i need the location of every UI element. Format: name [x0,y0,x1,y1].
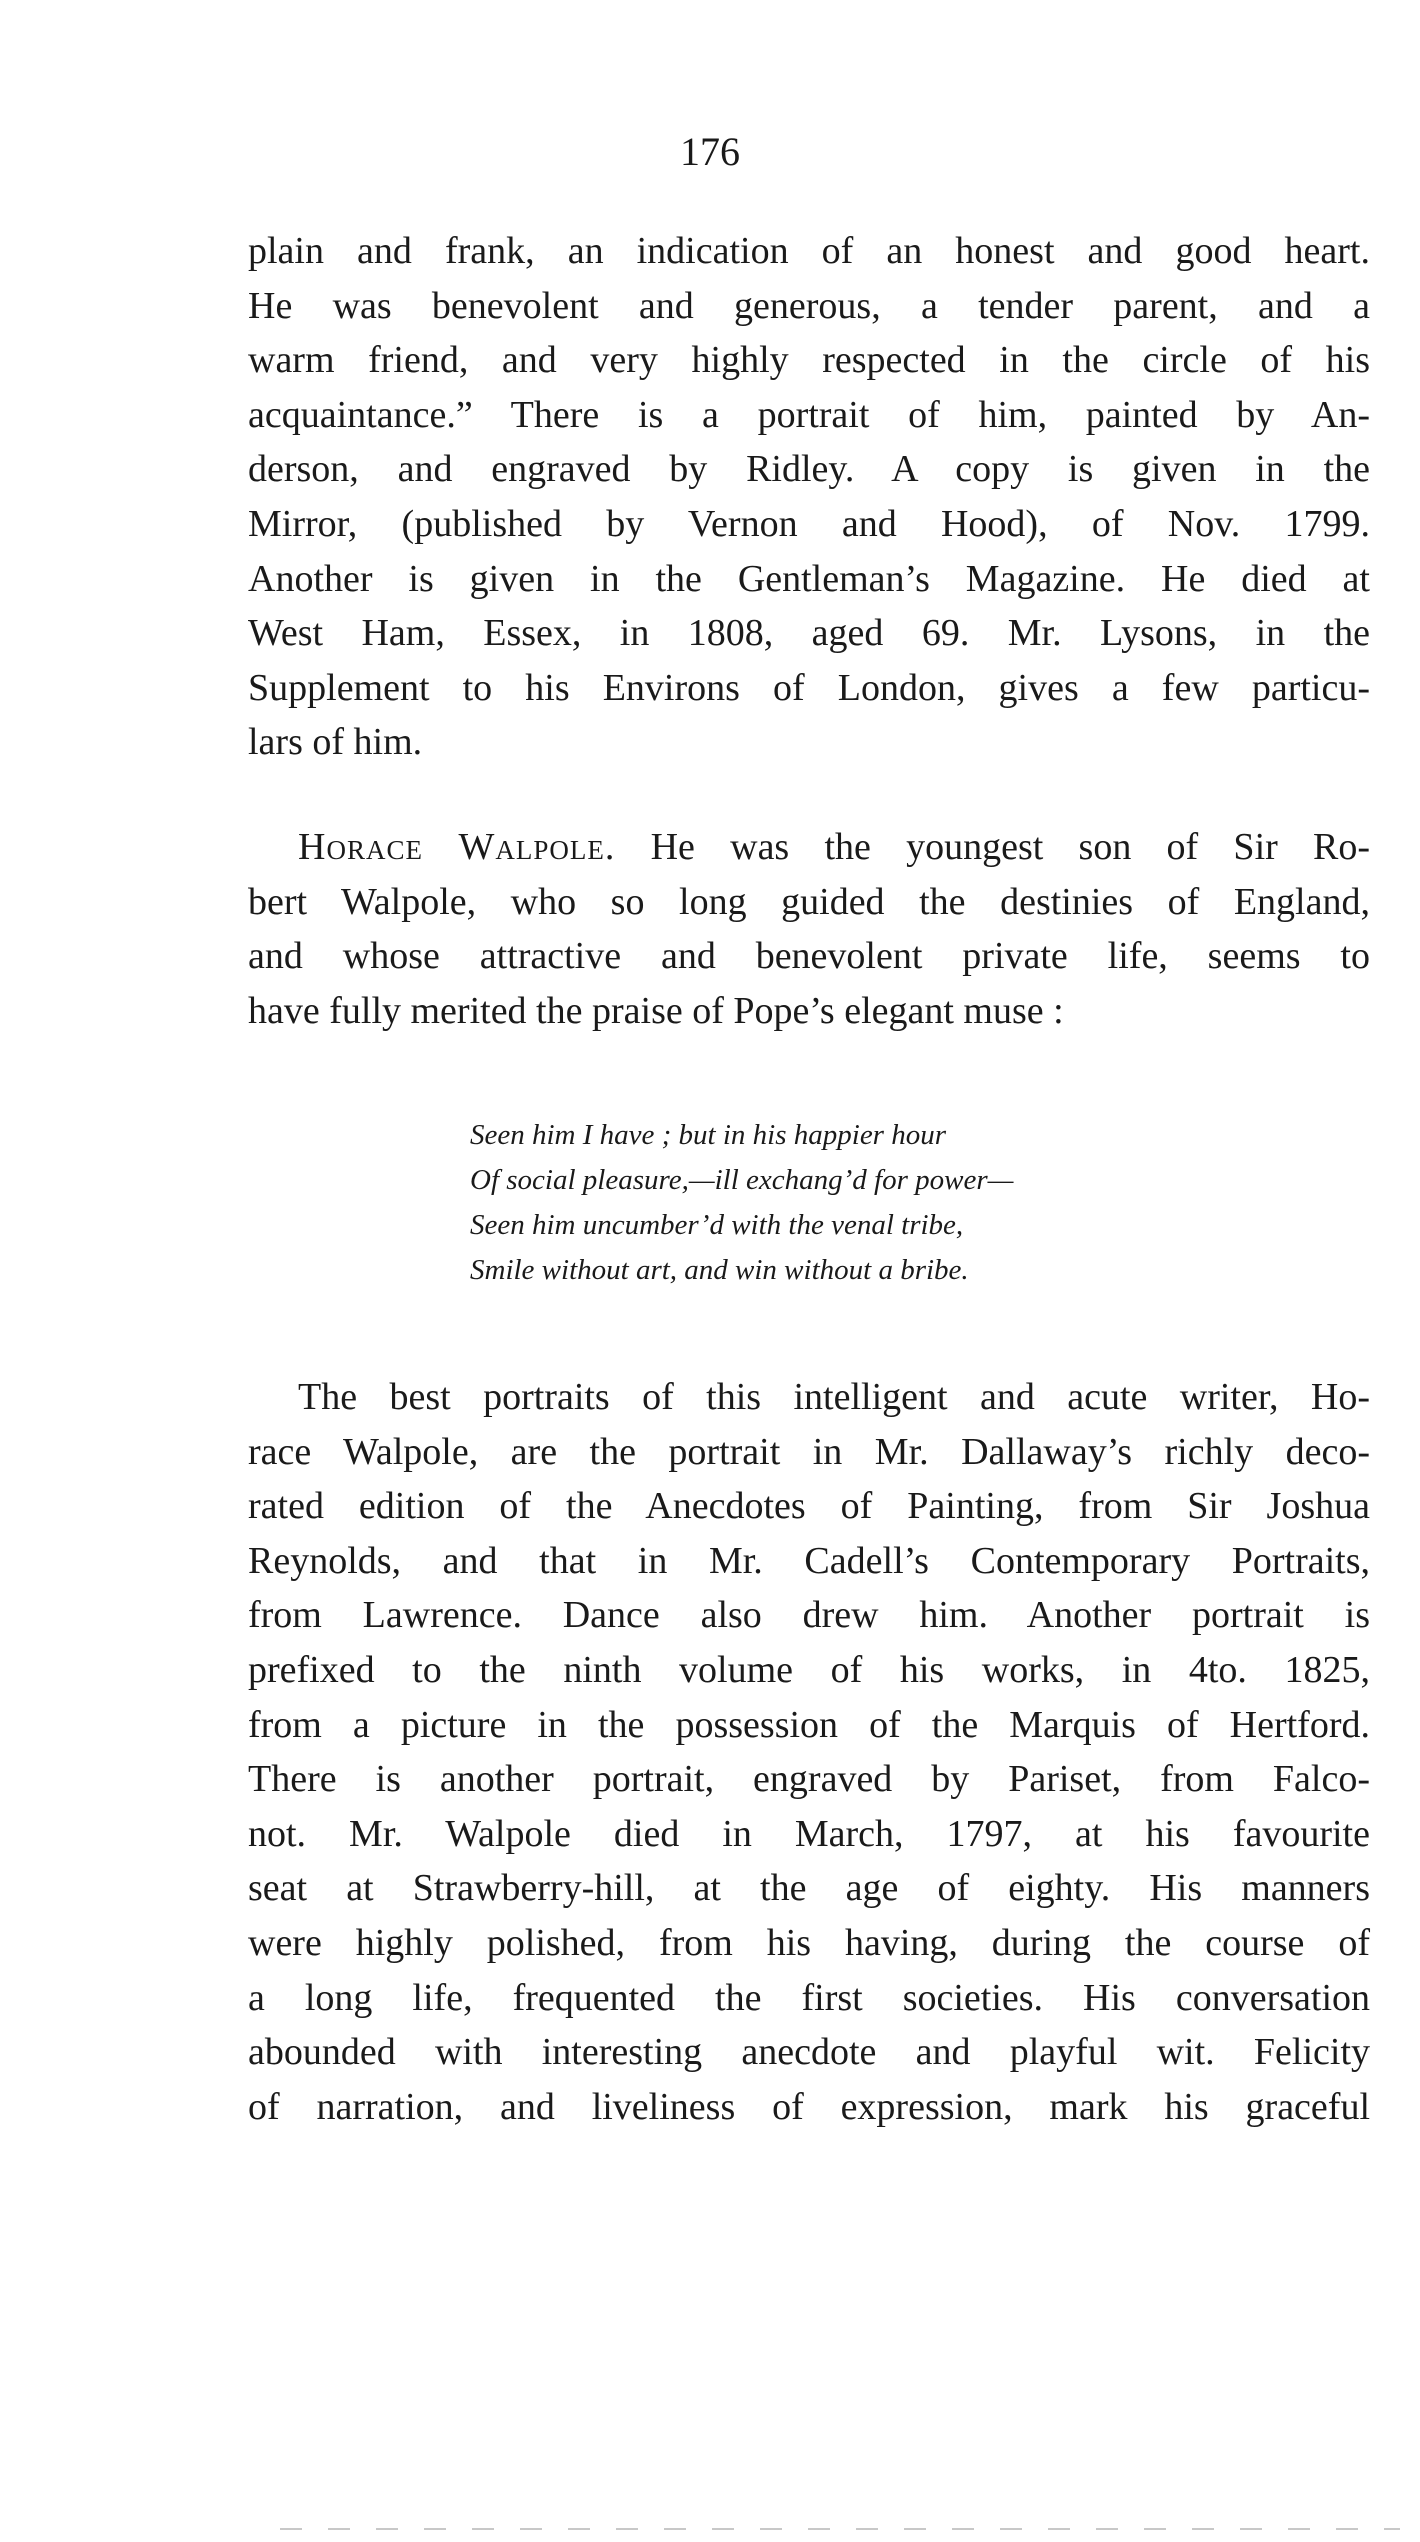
verse-line: Seen him uncumber’d with the venal tribe, [470,1209,964,1241]
text-line: Another is given in the Gentleman’s Magazine. He died at [248,557,1370,600]
text-line: of narration, and liveliness of expression, mark his graceful [248,2085,1370,2128]
text-line: lars of him. [248,721,423,764]
text-line: race Walpole, are the portrait in Mr. Dallaway’s richly deco- [248,1430,1370,1473]
paragraph-horace-walpole-intro [248,820,1370,1038]
text-line: a long life, frequented the first societies. His conversation [248,1976,1370,2019]
verse-line: Of social pleasure,—ill exchang’d for power— [470,1164,1014,1196]
text-line: bert Walpole, who so long guided the destinies of England, [248,880,1370,923]
verse-quotation [470,1113,1170,1293]
text-line: There is another portrait, engraved by Pariset, from Falco- [248,1758,1370,1801]
entry-heading: Horace Walpole. [298,826,616,868]
verse-line: Seen him I have ; but in his happier hour [470,1119,947,1151]
text-line: He was benevolent and generous, a tender parent, and a [248,284,1370,327]
verse-line: Smile without art, and win without a bribe. [470,1254,969,1286]
page-bottom-edge [280,2528,1400,2530]
text-line: and whose attractive and benevolent private life, seems to [248,935,1370,978]
text-line: not. Mr. Walpole died in March, 1797, at his favourite [248,1812,1370,1855]
entry-heading-continuation: He was the youngest son of Sir Ro- [650,826,1371,868]
paragraph-walpole-portraits [248,1370,1370,2134]
text-line: Mirror, (published by Vernon and Hood), of Nov. 1799. [248,502,1370,545]
text-line: plain and frank, an indication of an honest and good heart. [248,230,1370,272]
page-number: 176 [680,129,740,174]
text-line: rated edition of the Anecdotes of Painting, from Sir Joshua [248,1485,1370,1528]
text-line: acquaintance.” There is a portrait of him, painted by An- [248,393,1370,436]
text-line: from a picture in the possession of the Marquis of Hertford. [248,1703,1370,1746]
text-line: derson, and engraved by Ridley. A copy is given in the [248,448,1370,491]
text-line: warm friend, and very highly respected in the circle of his [248,339,1370,382]
text-line: from Lawrence. Dance also drew him. Another portrait is [248,1594,1370,1637]
text-line: West Ham, Essex, in 1808, aged 69. Mr. Lysons, in the [248,612,1370,655]
text-line: prefixed to the ninth volume of his works, in 4to. 1825, [248,1648,1370,1691]
text-line: abounded with interesting anecdote and playful wit. Felicity [248,2031,1370,2074]
text-line: were highly polished, from his having, during the course of [248,1921,1370,1964]
text-line: The best portraits of this intelligent and acute writer, Ho- [298,1376,1370,1418]
text-line: Reynolds, and that in Mr. Cadell’s Contemporary Portraits, [248,1539,1370,1582]
text-line: Supplement to his Environs of London, gives a few particu- [248,666,1370,709]
paragraph-portrait-details [248,224,1370,770]
text-line [248,820,1370,875]
text-line: have fully merited the praise of Pope’s elegant muse : [248,989,1064,1032]
text-line: seat at Strawberry-hill, at the age of eighty. His manners [248,1867,1370,1910]
